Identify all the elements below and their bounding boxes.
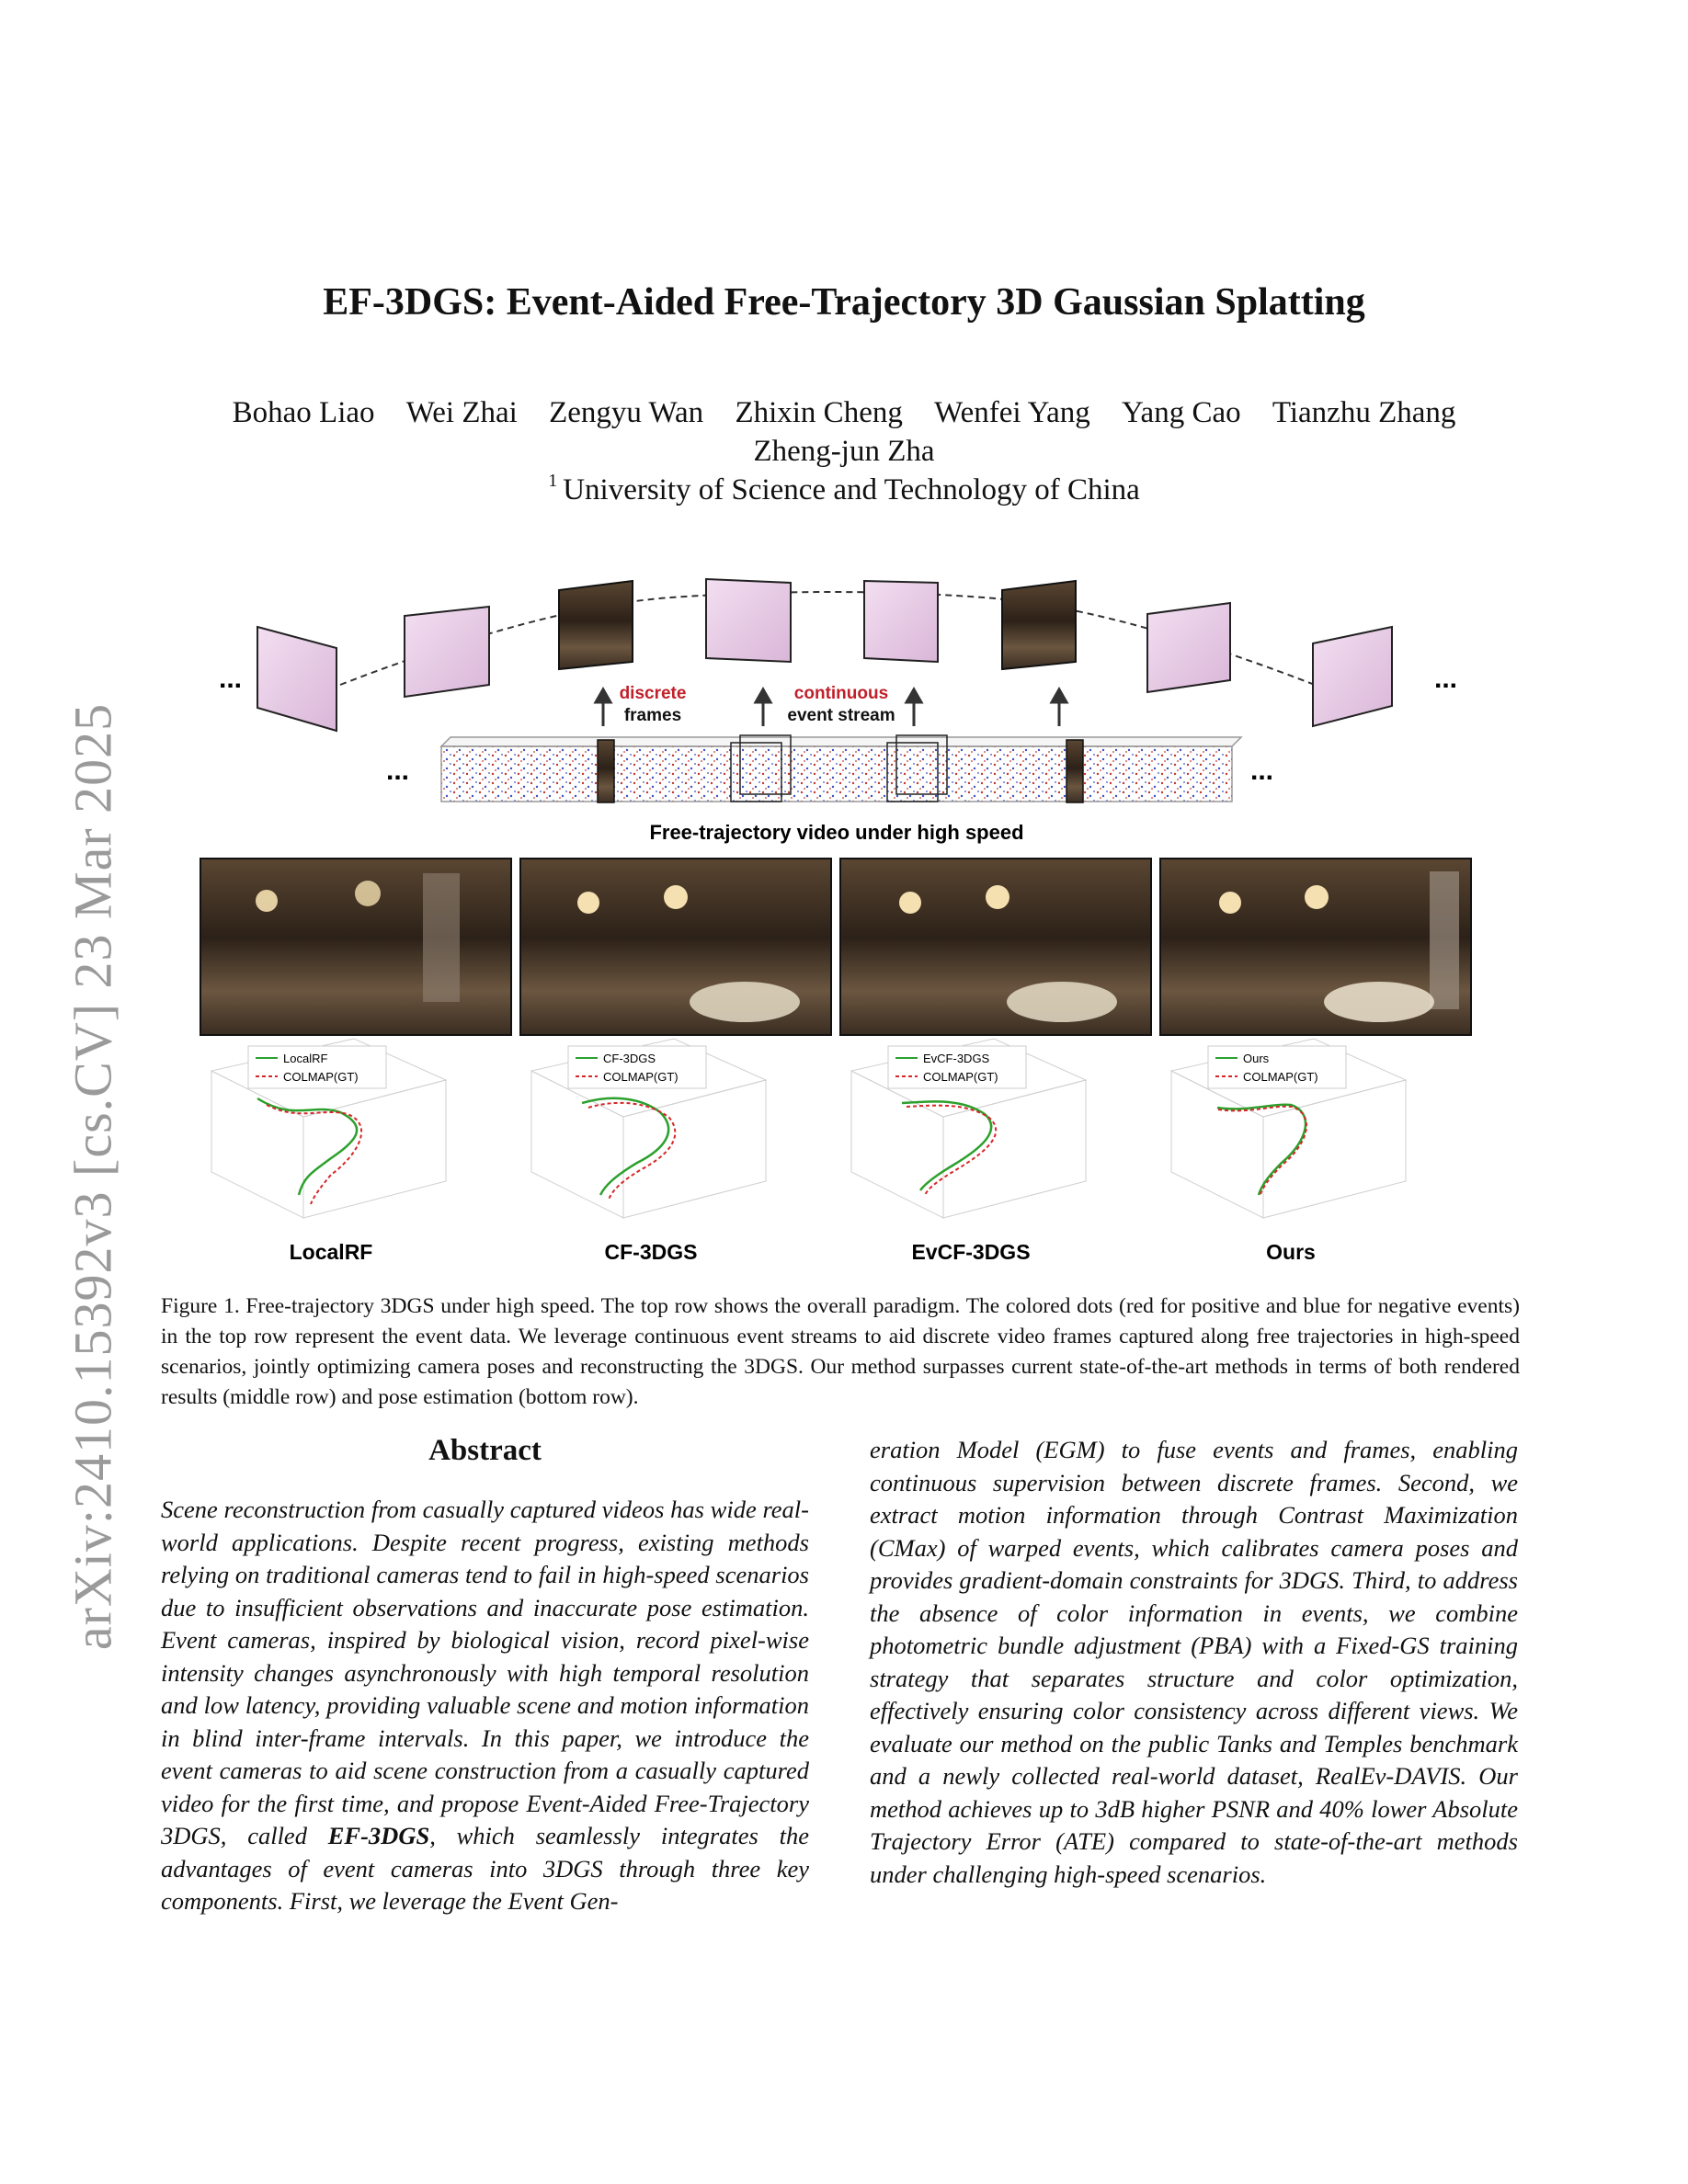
render-evcf-3dgs — [840, 859, 1151, 1035]
affiliation-name: University of Science and Technology of China — [563, 473, 1140, 506]
stream-rgb-frame — [1066, 740, 1083, 802]
affiliation-mark: 1 — [548, 471, 558, 491]
author-name: Zheng-jun Zha — [753, 435, 935, 468]
method-label: LocalRF — [289, 1240, 373, 1264]
author-name: Bohao Liao — [232, 396, 375, 429]
pose-estimation-row — [211, 1039, 1406, 1264]
event-frame — [706, 579, 791, 662]
trajectory-plot-cf-3dgs — [531, 1039, 766, 1264]
trajectory-plot-ours — [1171, 1039, 1406, 1264]
author-name: Wei Zhai — [405, 396, 518, 429]
legend-gt: COLMAP(GT) — [1243, 1070, 1318, 1084]
rgb-frame — [1002, 581, 1076, 669]
event-stream-volume — [441, 735, 1241, 802]
event-frame — [405, 607, 489, 697]
trajectory-plot-localrf — [211, 1039, 446, 1264]
authors-line-1 — [0, 393, 1688, 432]
abstract-text: eration Model (EGM) to fuse events and frames, enabling continuous supervision between discrete frames. Second, we extract motion information through Contrast Maximization (CMax) of warped events, which calibrates camera poses and provides gradient-domain constraints for 3DGS. Third, to address the absence of color information in events, we combine photometric bundle adjustment (PBA) with a Fixed-GS training strategy that separates structure and color optimization, effectively ensuring color consistency across different views. We evaluate our method on the public Tanks and Temples benchmark and a newly collected real-world dataset, RealEv-DAVIS. Our method achieves up to 3dB higher PSNR and 40% lower Absolute Trajectory Error (ATE) compared to state-of-the-art methods under challenging high-speed scenarios. — [870, 1436, 1518, 1888]
abstract-column-right — [870, 1434, 1518, 1891]
abstract-column-left — [161, 1494, 809, 1918]
event-frame — [1147, 603, 1230, 692]
ellipsis-stream-left: ... — [386, 756, 410, 786]
legend-method: LocalRF — [283, 1052, 328, 1065]
legend-gt: COLMAP(GT) — [283, 1070, 359, 1084]
author-name: Zengyu Wan — [549, 396, 704, 429]
arxiv-stamp: arXiv:2410.15392v3 [cs.CV] 23 Mar 2025 — [63, 702, 123, 1651]
event-frame — [1313, 627, 1392, 726]
rendered-results-row — [200, 859, 1471, 1035]
author-name: Wenfei Yang — [934, 396, 1090, 429]
abstract-text: , which seamlessly integrates the advantages of event cameras into 3DGS through three key components. First, we leverage the Event Gen- — [161, 1822, 810, 1915]
figure-1 — [156, 570, 1508, 1278]
event-frame — [864, 581, 938, 662]
author-name: Tianzhu Zhang — [1272, 396, 1456, 429]
method-label: EvCF-3DGS — [911, 1240, 1031, 1264]
method-label: Ours — [1266, 1240, 1316, 1264]
render-ours — [1160, 859, 1471, 1035]
legend-method: Ours — [1243, 1052, 1270, 1065]
figure-caption: Figure 1. Free-trajectory 3DGS under high speed. The top row shows the overall paradigm. The colored dots (red for positive and blue for negative events) in the top row represent the event data. We leverage continuous event streams to aid discrete video frames captured along free trajectories in high-speed scenarios, jointly optimizing camera poses and reconstructing the 3DGS. Our method surpasses current state-of-the-art methods in terms of both rendered results (middle row) and pose estimation (bottom row). — [161, 1294, 1520, 1409]
author-list — [0, 393, 1688, 471]
method-label: CF-3DGS — [604, 1240, 698, 1264]
ellipsis-left: ... — [219, 664, 243, 694]
abstract-heading: Abstract — [428, 1434, 542, 1467]
author-name: Zhixin Cheng — [735, 396, 903, 429]
legend-gt: COLMAP(GT) — [923, 1070, 998, 1084]
legend-gt: COLMAP(GT) — [603, 1070, 679, 1084]
event-frame — [257, 627, 336, 731]
abstract-text: Scene reconstruction from casually captured videos has wide real-world applications. Despite recent progress, existing methods relying on traditional cameras tend to fail in high-speed scenarios due to insufficient observations and inaccurate pose estimation. Event cameras, inspired by biological vision, record pixel-wise intensity changes asynchronously with high temporal resolution and low latency, providing valuable scene and motion information in blind inter-frame intervals. In this paper, we introduce the event cameras to aid scene construction from a casually captured video for the first time, and propose Event-Aided Free-Trajectory 3DGS, called — [161, 1496, 809, 1849]
paper-title: EF-3DGS: Event-Aided Free-Trajectory 3D Gaussian Splatting — [323, 281, 1365, 324]
rgb-frame — [559, 581, 633, 669]
ellipsis-right: ... — [1434, 664, 1458, 694]
legend-method: EvCF-3DGS — [923, 1052, 990, 1065]
label-event-stream: event stream — [787, 706, 895, 725]
author-name: Yang Cao — [1122, 396, 1241, 429]
render-localrf — [200, 859, 511, 1035]
stream-rgb-frame — [598, 740, 614, 802]
label-discrete: discrete — [619, 684, 687, 703]
trajectory-paradigm — [219, 579, 1457, 844]
figure-banner: Free-trajectory video under high speed — [649, 821, 1024, 844]
ellipsis-stream-right: ... — [1250, 756, 1274, 786]
render-cf-3dgs — [520, 859, 831, 1035]
method-name: EF-3DGS — [327, 1822, 430, 1849]
label-frames: frames — [623, 706, 682, 725]
trajectory-plot-evcf-3dgs — [851, 1039, 1086, 1264]
affiliation — [0, 471, 1688, 507]
legend-method: CF-3DGS — [603, 1052, 656, 1065]
label-continuous: continuous — [793, 684, 889, 703]
